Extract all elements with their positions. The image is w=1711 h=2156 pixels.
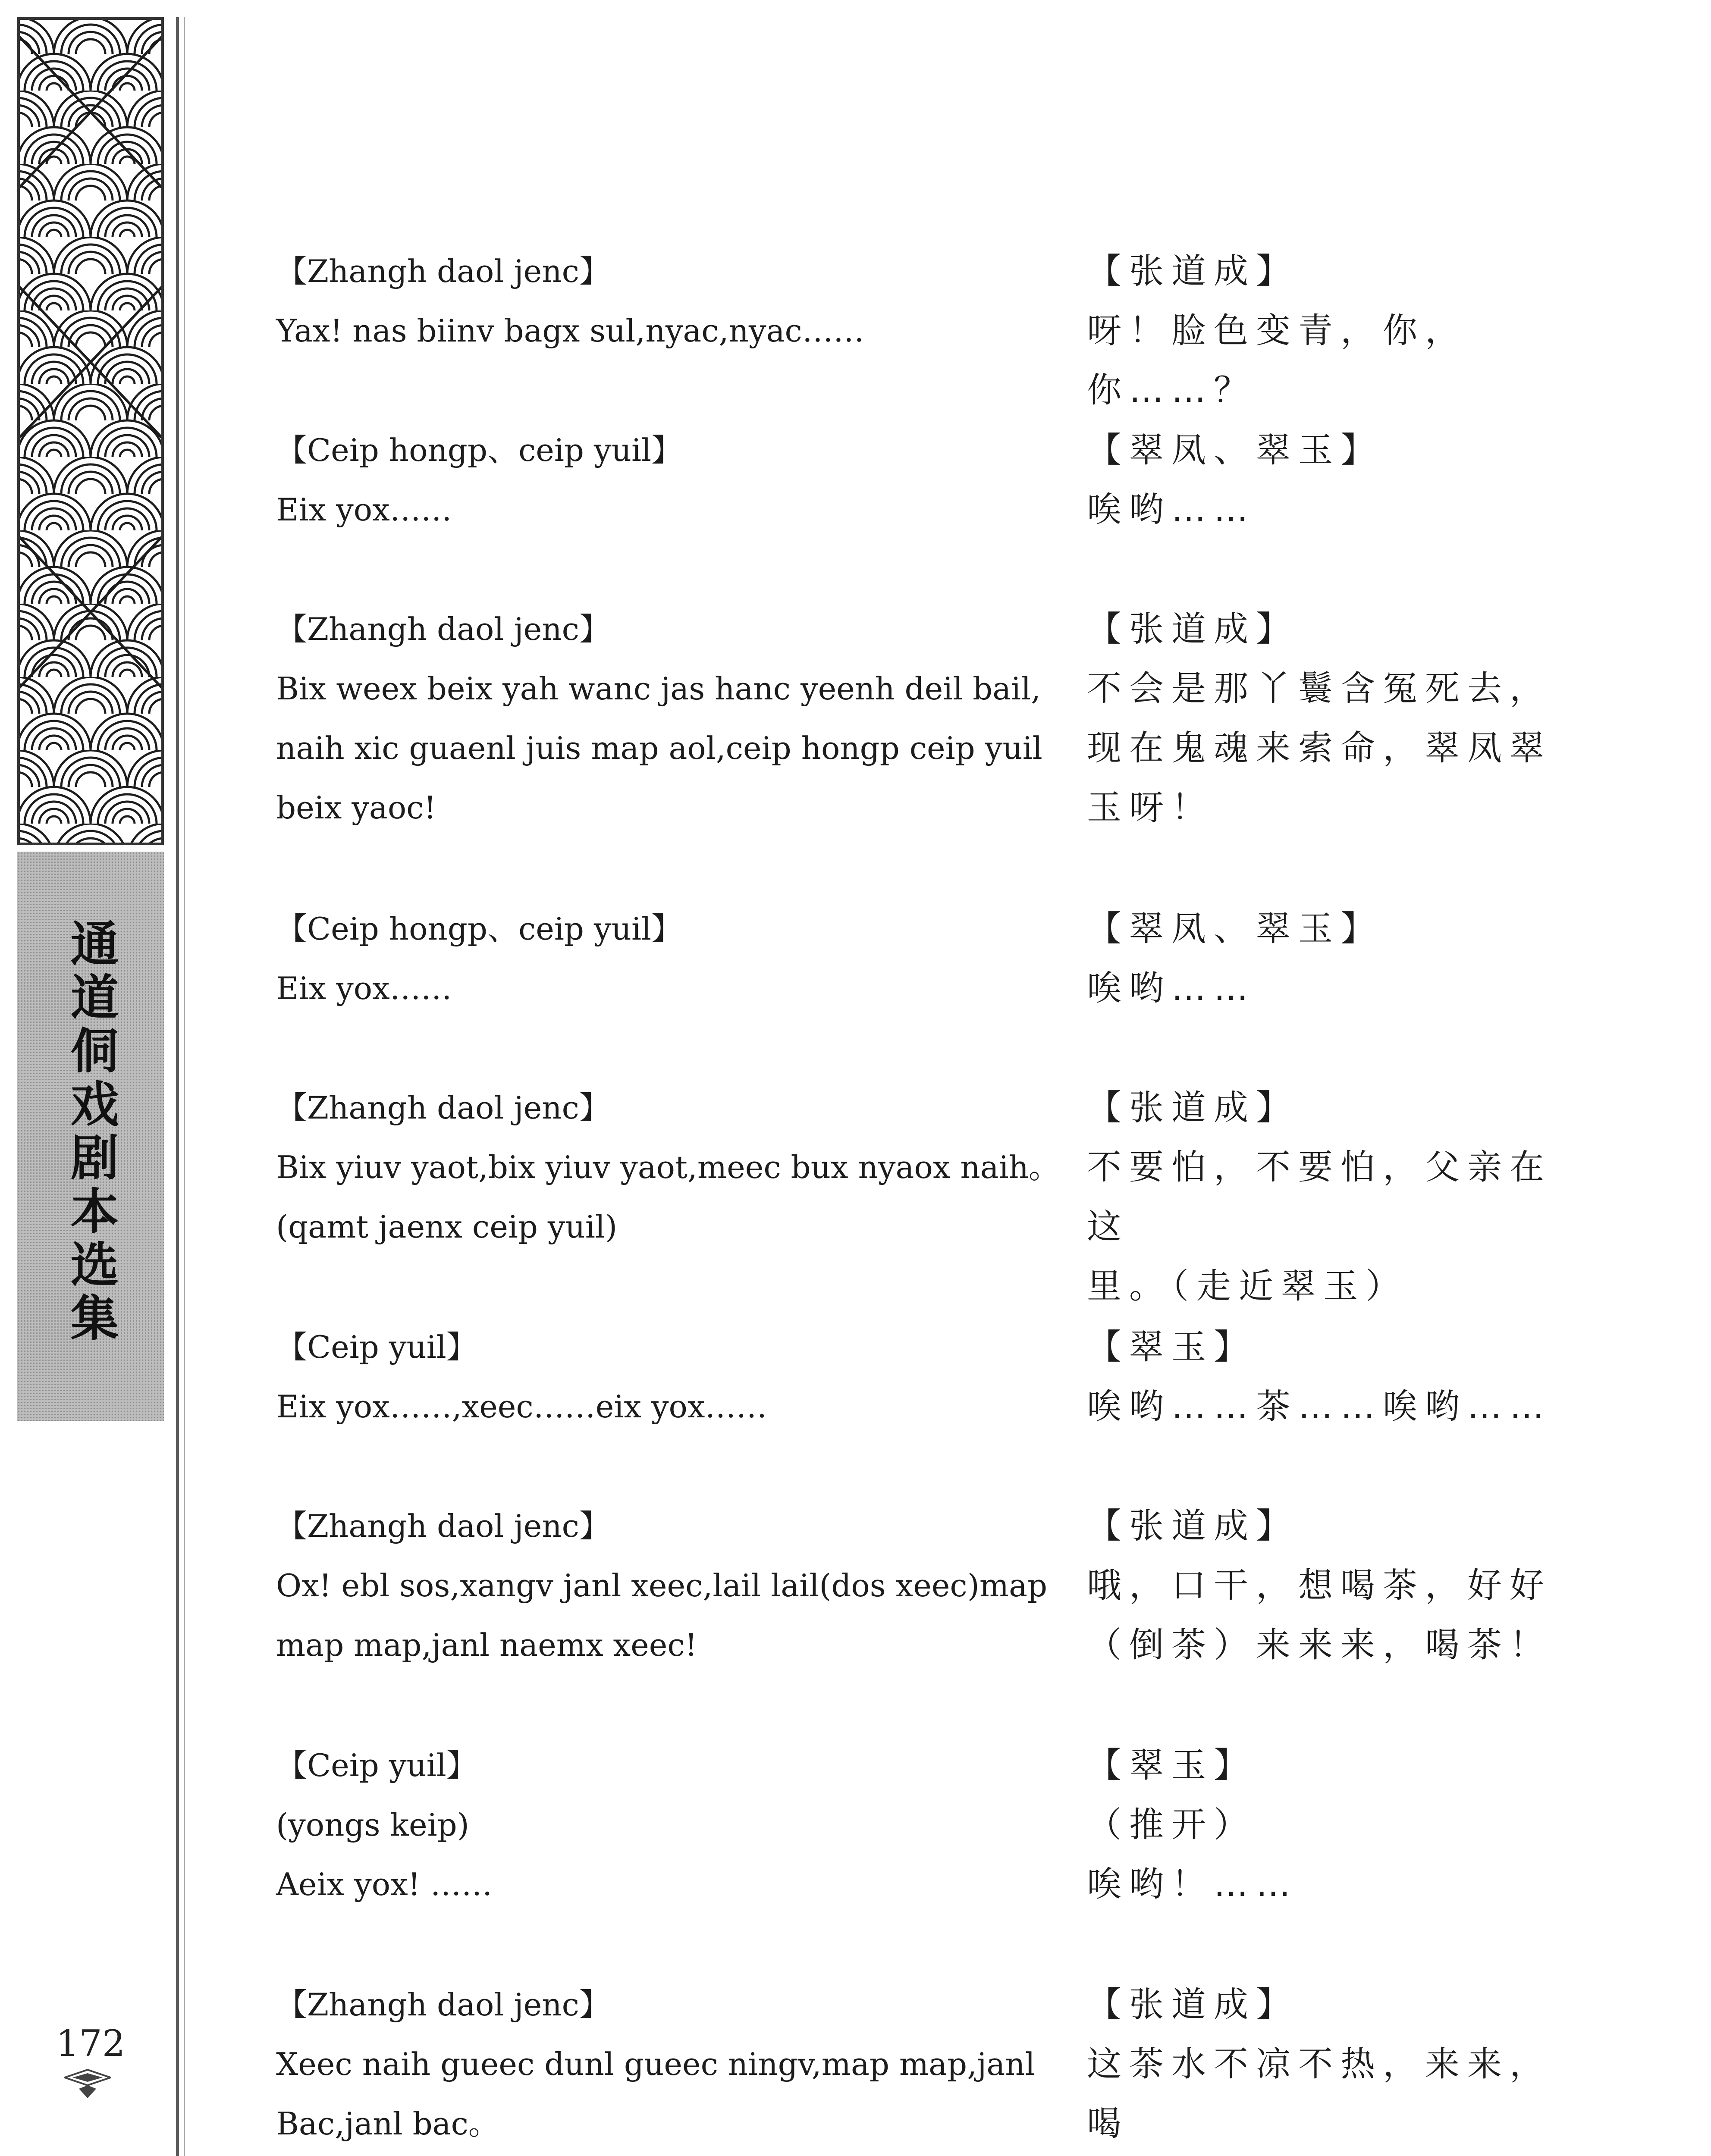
dialogue-block-chinese <box>1087 899 1583 1018</box>
cloud-pattern-decoration <box>17 17 164 845</box>
speaker-label: 【Zhangh daol jenc】 <box>276 253 610 289</box>
dialogue-line: Xeec naih gueec dunl gueec ningv,map map,janl <box>276 2046 1035 2082</box>
dialogue-line: 不会是那丫鬟含冤死去， <box>1087 668 1552 708</box>
speaker-label: 【Zhangh daol jenc】 <box>276 611 610 647</box>
dialogue-block-chinese <box>1087 1496 1583 1675</box>
dialogue-block-chinese <box>1087 1078 1583 1316</box>
dialogue-line: 唉哟…… <box>1087 968 1256 1008</box>
dialogue-block-dong <box>276 420 1061 539</box>
dialogue-line: (qamt jaenx ceip yuil) <box>276 1209 618 1245</box>
dialogue-block-dong <box>276 599 1061 837</box>
dialogue-line: 玉呀！ <box>1087 787 1214 827</box>
dialogue-line: Eix yox……,xeec……eix yox…… <box>276 1388 767 1425</box>
speaker-label: 【张道成】 <box>1087 1984 1298 2024</box>
speaker-label: 【翠玉】 <box>1087 1327 1256 1367</box>
dialogue-block-chinese <box>1087 1975 1583 2156</box>
dialogue-block-dong <box>276 1078 1061 1257</box>
speaker-label: 【张道成】 <box>1087 609 1298 649</box>
dialogue-line: 哦，口干，想喝茶，好好 <box>1087 1565 1552 1605</box>
speaker-label: 【Zhangh daol jenc】 <box>276 1987 610 2023</box>
dialogue-block-chinese <box>1087 599 1583 837</box>
speaker-label: 【翠玉】 <box>1087 1745 1256 1785</box>
dialogue-line: 唉哟…… <box>1087 489 1256 530</box>
dialogue-block-chinese <box>1087 1317 1583 1436</box>
sidebar <box>17 17 164 2156</box>
dialogue-line: map map,janl naemx xeec! <box>276 1627 697 1663</box>
speaker-label: 【张道成】 <box>1087 1087 1298 1128</box>
speaker-label: 【Ceip hongp、ceip yuil】 <box>276 432 683 468</box>
page-number: 172 <box>56 2022 126 2065</box>
dialogue-line: Aeix yox! …… <box>276 1866 493 1902</box>
dialogue-line: Eix yox…… <box>276 492 452 528</box>
speaker-label: 【Ceip yuil】 <box>276 1329 477 1365</box>
margin-rule-thin <box>184 17 185 2156</box>
dialogue-line: naih xic guaenl juis map aol,ceip hongp ceip yuil <box>276 730 1042 766</box>
dialogue-block-chinese <box>1087 1736 1583 1914</box>
book-title-block <box>17 852 164 1421</box>
diamond-ornament-icon <box>64 2069 111 2099</box>
dialogue-line: (yongs keip) <box>276 1807 469 1843</box>
speaker-label: 【翠凤、翠玉】 <box>1087 909 1383 949</box>
dialogue-block-dong <box>276 899 1061 1018</box>
dialogue-line: 呀！脸色变青，你，你……？ <box>1087 310 1467 410</box>
dialogue-block-dong <box>276 1496 1061 1675</box>
book-title: 通道侗戏剧本选集 <box>63 918 119 1346</box>
speaker-label: 【翠凤、翠玉】 <box>1087 430 1383 470</box>
dialogue-block-dong <box>276 241 1061 360</box>
dialogue-line: 现在鬼魂来索命，翠凤翠 <box>1087 728 1552 768</box>
dialogue-line: 唉哟！…… <box>1087 1864 1298 1904</box>
dialogue-line: 里。（走近翠玉） <box>1087 1266 1408 1306</box>
dialogue-block-dong <box>276 1317 1061 1436</box>
dialogue-line: 唉哟……茶……唉哟…… <box>1087 1386 1552 1426</box>
margin-rule <box>176 17 179 2156</box>
speaker-label: 【Ceip hongp、ceip yuil】 <box>276 911 683 947</box>
dialogue-line: （推开） <box>1087 1805 1256 1845</box>
speaker-label: 【张道成】 <box>1087 1506 1298 1546</box>
dialogue-line: Ox! ebl sos,xangv janl xeec,lail lail(dos xeec)map <box>276 1567 1048 1604</box>
dialogue-line: Bix yiuv yaot,bix yiuv yaot,meec bux nyaox naih。 <box>276 1149 1060 1185</box>
speaker-label: 【Zhangh daol jenc】 <box>276 1090 610 1126</box>
dialogue-block-chinese <box>1087 241 1583 420</box>
speaker-label: 【张道成】 <box>1087 251 1298 291</box>
speaker-label: 【Zhangh daol jenc】 <box>276 1508 610 1544</box>
dialogue-line <box>1087 2153 1583 2156</box>
dialogue-line: Eix yox…… <box>276 970 452 1006</box>
dialogue-line: 这茶水不凉不热，来来，喝 <box>1087 2044 1552 2143</box>
dialogue-line: （倒茶）来来来，喝茶！ <box>1087 1625 1552 1665</box>
dialogue-line: beix yaoc! <box>276 790 436 826</box>
dialogue-line: Bac,janl bac。 <box>276 2106 499 2142</box>
dialogue-line: Bix weex beix yah wanc jas hanc yeenh deil bail, <box>276 671 1041 707</box>
dialogue-line: Yax! nas biinv bagx sul,nyac,nyac…… <box>276 313 864 349</box>
dialogue-block-chinese <box>1087 420 1583 539</box>
speaker-label: 【Ceip yuil】 <box>276 1747 477 1783</box>
dialogue-block-dong <box>276 1736 1061 1914</box>
dialogue-line: 不要怕，不要怕，父亲在这 <box>1087 1147 1552 1247</box>
dialogue-block-dong <box>276 1975 1061 2153</box>
